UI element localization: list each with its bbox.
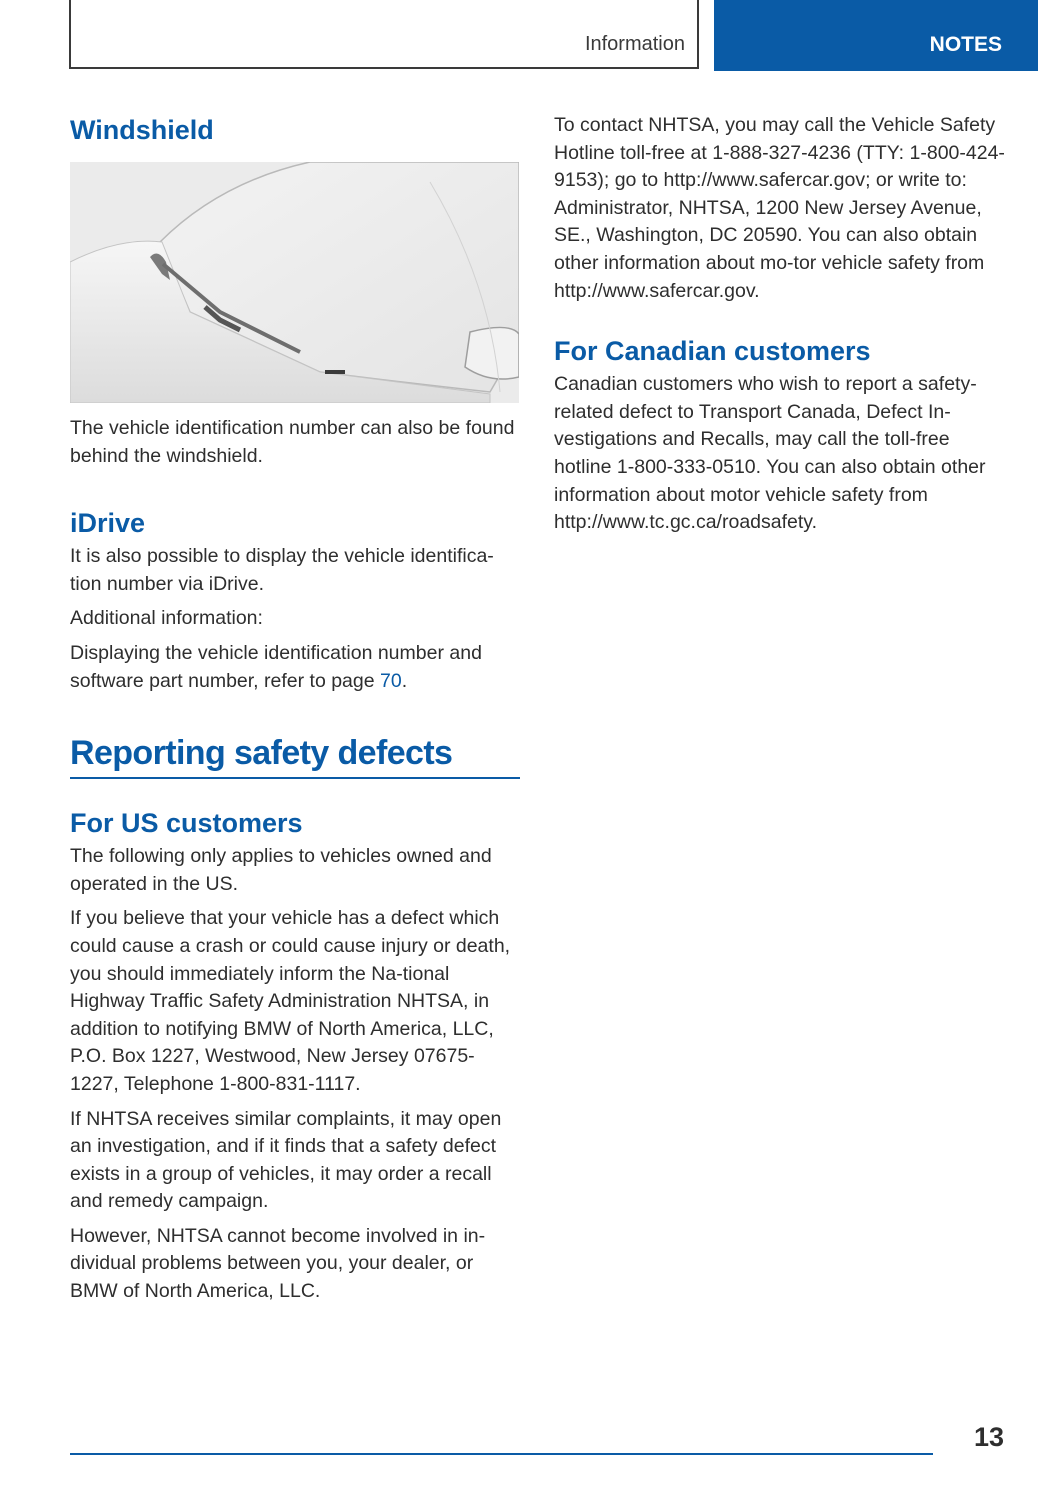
canadian-customers-heading: For Canadian customers: [554, 336, 871, 367]
us-customers-heading: For US customers: [70, 808, 303, 839]
contact-paragraph: To contact NHTSA, you may call the Vehicle Safety Hotline toll-free at 1-888-327-4236 (TTY: 1-800-424-9153); go to http://www.safercar.gov; or write to: Administrator, NHTSA, 1200 New Jersey Avenue, SE., Washington, DC 20590. You can also obtain other information about mo-tor vehicle safety from http://www.safercar.gov.: [554, 114, 1005, 302]
idrive-paragraph-3: [70, 640, 522, 695]
left-column: [70, 112, 522, 1306]
windshield-caption: The vehicle identification number can also be found behind the windshield.: [70, 417, 515, 467]
reporting-title-block: [70, 731, 520, 779]
canadian-paragraph: Canadian customers who wish to report a safety-related defect to Transport Canada, Defect In-vestigations and Recalls, may call the toll-free hotline 1-800-333-0510. You can also obtain other information about motor vehicle safety from http://www.tc.gc.ca/roadsafety.: [554, 373, 986, 534]
header-frame: [69, 0, 699, 69]
page-70-link[interactable]: 70: [380, 669, 402, 692]
right-column: [554, 112, 1006, 537]
page-number: 13: [973, 1422, 1004, 1452]
reporting-heading: Reporting safety defects: [70, 734, 453, 773]
footer-rule: [70, 1453, 933, 1455]
us-paragraph-4: However, NHTSA cannot become involved in in-dividual problems between you, your dealer, or BMW of North America, LLC.: [70, 1224, 486, 1303]
idrive-p3-end: .: [401, 669, 408, 692]
idrive-paragraph-2: Additional information:: [70, 607, 263, 630]
idrive-p3-text: Displaying the vehicle identification number and software part number, refer to page: [70, 641, 482, 692]
header-tab-notes: [714, 0, 1038, 71]
idrive-heading: iDrive: [70, 508, 146, 539]
windshield-heading: Windshield: [70, 115, 214, 145]
header-tab-label: NOTES: [929, 33, 1002, 56]
header-section-title: Information: [584, 33, 685, 55]
windshield-illustration: [70, 162, 519, 403]
us-paragraph-3: If NHTSA receives similar complaints, it may open an investigation, and if it finds that a safety defect exists in a group of vehicles, it may order a recall and remedy campaign.: [70, 1107, 502, 1213]
us-paragraph-2: If you believe that your vehicle has a defect which could cause a crash or could cause injury or death, you should immediately inform the Na-tional Highway Traffic Safety Administration NHTSA, in addition to notifying BMW of North America, LLC, P.O. Box 1227, Westwood, New Jersey 07675-1227, Telephone 1-800-831-1117.: [70, 907, 511, 1095]
idrive-paragraph-1: It is also possible to display the vehicle identifica-tion number via iDrive.: [70, 545, 494, 595]
us-paragraph-1: The following only applies to vehicles owned and operated in the US.: [70, 845, 492, 895]
